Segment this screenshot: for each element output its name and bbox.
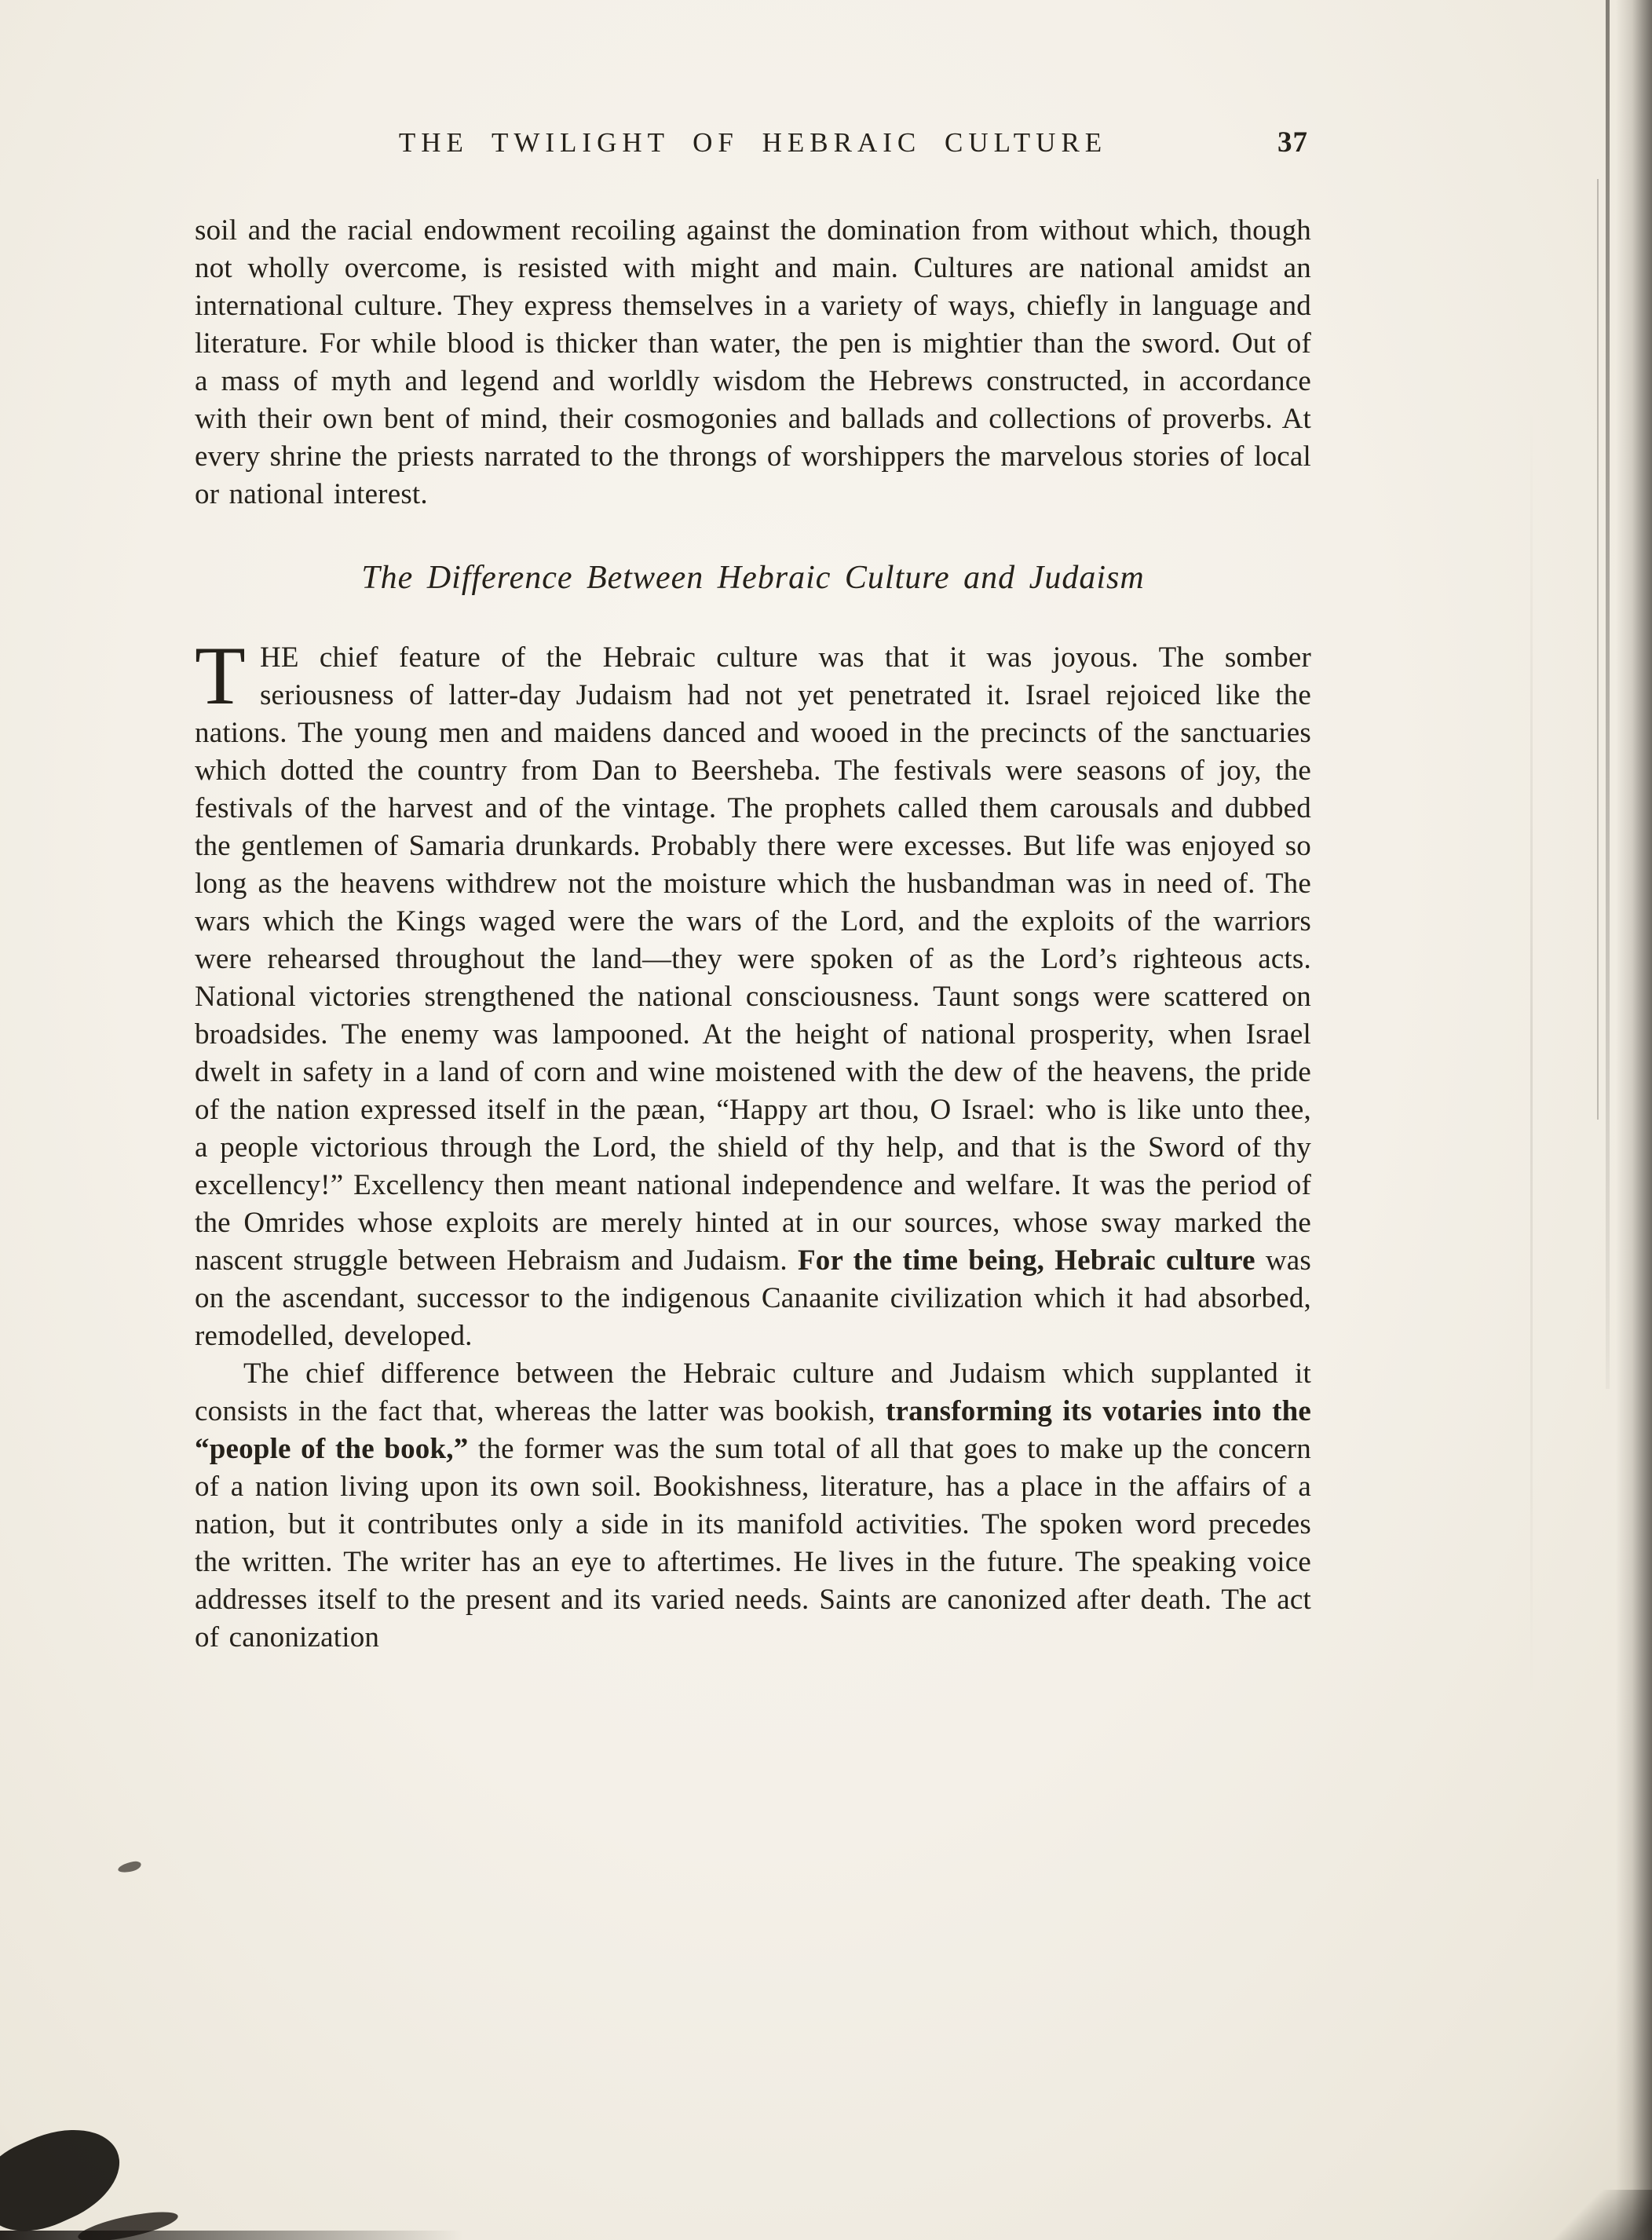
page-number: 37 [1277,126,1308,159]
ink-smear-bottom-edge [0,2231,463,2240]
running-header [195,127,1311,168]
edge-streak [1606,0,1610,1389]
edge-streak-thin [1597,179,1599,1120]
paragraph-dropcap-text: HE chief feature of the Hebraic culture was that it was joyous. The somber seriousness of latter-day Judaism had not yet penetrated it. Israel rejoiced like the nations. The young men and maidens danced and wooed in the precincts of the sanctuaries which dotted the country from Dan to Beersheba. The festivals were seasons of joy, the festivals of the harvest and of the vintage. The prophets called them carousals and dubbed the gentlemen of Samaria drunkards. Probably there were excesses. But life was enjoyed so long as the heavens withdrew not the moisture which the husbandman was in need of. The wars which the Kings waged were the wars of the Lord, and the exploits of the warriors were rehearsed throughout the land—they were spoken of as the Lord’s righteous acts. National victories strengthened the national consciousness. Taunt songs were scattered on broadsides. The enemy was lampooned. At the height of national prosperity, when Israel dwelt in safety in a land of corn and wine moistened with the dew of the heavens, the pride of the nation expressed itself in the pæan, “Happy art thou, O Israel: who is like unto thee, a people victorious through the Lord, the shield of thy help, and that is the Sword of thy excellency!” Excellency then meant national independence and welfare. It was the period of the Omrides whose exploits are merely hinted at in our sources, whose sway marked the nascent struggle between Hebraism and Judaism. For the time being, Hebraic culture was on the ascendant, successor to the indigenous Canaanite civilization which it had absorbed, remodelled, developed. [195,641,1311,1352]
paragraph-continuation: soil and the racial endowment recoiling against the domination from without which, though not wholly overcome, is resisted with might and main. Cultures are national amidst an international culture. They express themselves in a variety of ways, chiefly in language and literature. For while blood is thicker than water, the pen is mightier than the sword. Out of a mass of myth and legend and worldly wisdom the Hebrews constructed, in accordance with their own bent of mind, their cosmogonies and ballads and collections of proverbs. At every shrine the priests narrated to the throngs of worshippers the marvelous stories of local or national interest. [195,214,1311,510]
section-heading: The Difference Between Hebraic Culture and Judaism [361,560,1145,596]
running-header-title: THE TWILIGHT OF HEBRAIC CULTURE [398,127,1108,158]
paragraph-dropcap [195,630,1311,1355]
binding-shadow [1616,0,1652,2240]
paragraph-closing: The chief difference between the Hebraic culture and Judaism which supplanted it consists in the fact that, whereas the latter was bookish, transforming its votaries into the “people of the book,” the former was the sum total of all that goes to make up the concern of a nation living upon its own soil. Bookishness, literature, has a place in the affairs of a nation, but it contributes only a side in its manifold activities. The spoken word precedes the written. The writer has an eye to aftertimes. He lives in the future. The speaking voice addresses itself to the present and its varied needs. Saints are canonized after death. The act of canonization [195,1358,1312,1654]
margin-ink-speck [117,1860,142,1873]
drop-cap-letter: T [195,630,246,722]
corner-shadow-bottom-right [1534,2190,1652,2240]
text-block [195,127,1311,1657]
paper-crease [1530,404,1533,1703]
